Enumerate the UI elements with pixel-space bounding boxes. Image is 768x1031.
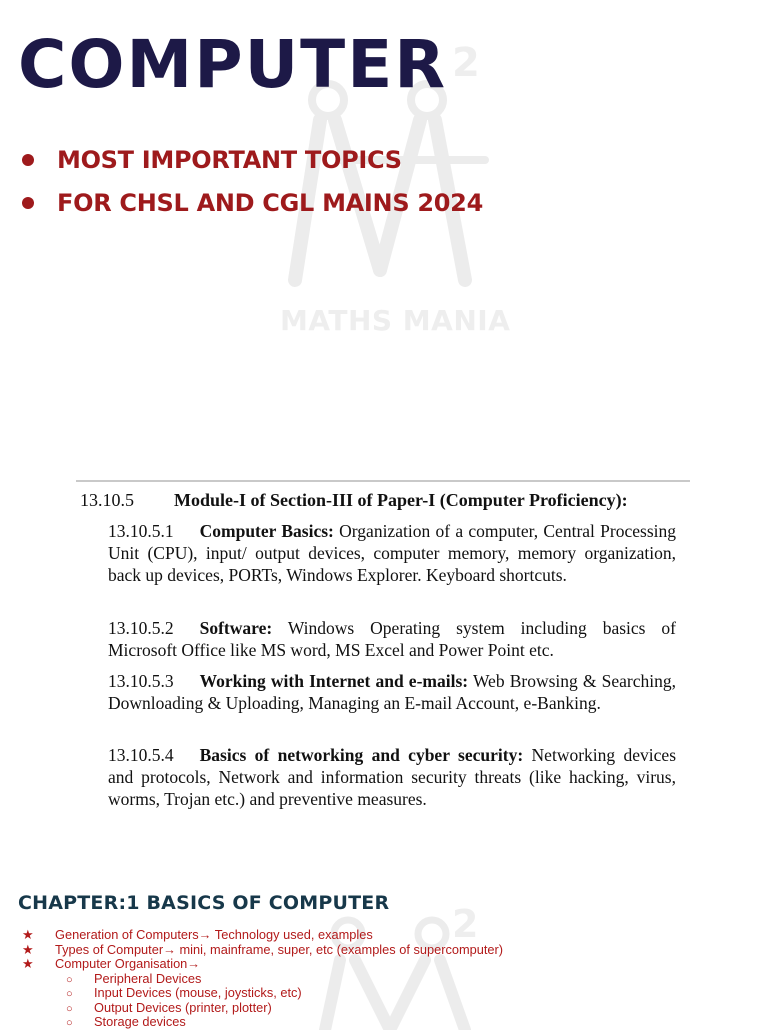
syllabus-item-title: Working with Internet and e-mails: bbox=[199, 671, 469, 691]
header-bullet bbox=[22, 138, 483, 181]
list-item bbox=[22, 943, 503, 958]
watermark-number-bottom: 2 bbox=[452, 902, 479, 946]
subtopic-text: Output Devices (printer, plotter) bbox=[94, 999, 272, 1015]
syllabus-item-number: 13.10.5.4 bbox=[108, 745, 174, 765]
circle-bullet-icon: ○ bbox=[66, 1017, 73, 1029]
list-item bbox=[22, 986, 503, 1001]
chapter-title: CHAPTER:1 BASICS OF COMPUTER bbox=[18, 892, 390, 914]
syllabus-item bbox=[108, 744, 676, 810]
circle-bullet-icon: ○ bbox=[66, 1002, 73, 1015]
topic-text: Computer Organisation→ bbox=[55, 956, 201, 971]
list-item bbox=[22, 1001, 503, 1016]
subtopic-text: Storage devices bbox=[94, 1014, 186, 1029]
star-icon: ★ bbox=[22, 941, 34, 957]
syllabus-item-text: Windows Operating system including basics of Microsoft Office like MS word, MS Excel and Power Point etc. bbox=[108, 618, 676, 660]
bullet-dot-icon bbox=[22, 197, 34, 209]
syllabus-heading-number: 13.10.5 bbox=[80, 490, 134, 510]
bullet-dot-icon bbox=[22, 154, 34, 166]
topic-text: Generation of Computers→ Technology used, examples bbox=[55, 927, 373, 942]
circle-bullet-icon: ○ bbox=[66, 988, 73, 1000]
syllabus-heading-title: Module-I of Section-III of Paper-I (Computer Proficiency): bbox=[174, 490, 628, 510]
syllabus-item-title: Software: bbox=[199, 618, 273, 638]
star-icon: ★ bbox=[22, 956, 34, 971]
syllabus-item-title: Basics of networking and cyber security: bbox=[199, 745, 524, 765]
list-item bbox=[22, 972, 503, 987]
list-item bbox=[22, 1015, 503, 1030]
syllabus-item-number: 13.10.5.3 bbox=[108, 671, 174, 691]
watermark-number: 2 bbox=[452, 40, 480, 86]
syllabus-excerpt bbox=[76, 480, 690, 820]
syllabus-item-text: Networking devices and protocols, Network and information security threats (like hacking, virus, worms, Trojan etc.) and preventive measures. bbox=[108, 745, 677, 809]
subtopic-text: Peripheral Devices bbox=[94, 970, 202, 986]
subtopic-text: Input Devices (mouse, joysticks, etc) bbox=[94, 985, 302, 1000]
circle-bullet-icon: ○ bbox=[66, 973, 73, 986]
topic-text: Types of Computer→ mini, mainframe, super, etc (examples of supercomputer) bbox=[55, 941, 504, 957]
list-item bbox=[22, 928, 503, 943]
topic-list bbox=[22, 928, 503, 1030]
syllabus-item-number: 13.10.5.1 bbox=[108, 521, 174, 541]
syllabus-item bbox=[108, 617, 676, 661]
syllabus-item bbox=[108, 670, 676, 714]
watermark-brand: MATHS MANIA bbox=[280, 304, 511, 337]
header-bullet bbox=[22, 181, 483, 224]
header-bullet-text: FOR CHSL AND CGL MAINS 2024 bbox=[57, 188, 483, 217]
star-icon: ★ bbox=[22, 927, 34, 942]
syllabus-heading bbox=[80, 490, 628, 511]
syllabus-item-text: Organization of a computer, Central Processing Unit (CPU), input/ output devices, computer memory, memory organization, back up devices, PORTs, Windows Explorer. Keyboard shortcuts. bbox=[108, 521, 676, 585]
list-item bbox=[22, 957, 503, 972]
syllabus-item-number: 13.10.5.2 bbox=[108, 618, 174, 638]
syllabus-item bbox=[108, 520, 676, 586]
page-title: COMPUTER bbox=[18, 26, 448, 103]
header-bullet-text: MOST IMPORTANT TOPICS bbox=[57, 145, 402, 174]
syllabus-item-text: Web Browsing & Searching, Downloading & Uploading, Managing an E-mail Account, e-Banking. bbox=[108, 671, 677, 713]
header-bullet-list bbox=[22, 138, 483, 224]
syllabus-item-title: Computer Basics: bbox=[199, 521, 334, 541]
